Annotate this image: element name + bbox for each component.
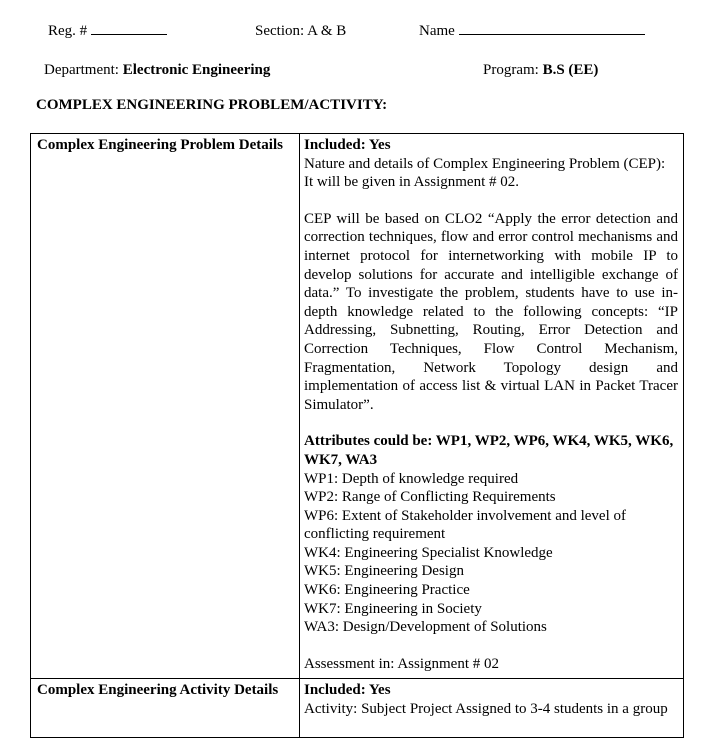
- program-label: Program:: [483, 62, 539, 78]
- row1-details: [304, 136, 678, 673]
- reg-blank-line: [91, 33, 167, 35]
- attribute-item: WA3: Design/Development of Solutions: [304, 619, 547, 636]
- section-field: [255, 23, 346, 40]
- column-divider: [299, 134, 300, 737]
- row1-attributes-heading: Attributes could be: WP1, WP2, WP6, WK4, WK5, WK6, WK7, WA3: [304, 433, 674, 468]
- name-label: Name: [419, 23, 455, 39]
- attribute-item: WP6: Extent of Stakeholder involvement and level of conflicting requirement: [304, 507, 627, 543]
- row1-label: Complex Engineering Problem Details: [37, 137, 283, 153]
- row1-nature: Nature and details of Complex Engineering Problem (CEP): It will be given in Assignment # 02.: [304, 155, 666, 191]
- page-heading: COMPLEX ENGINEERING PROBLEM/ACTIVITY:: [36, 97, 388, 113]
- department-value: Electronic Engineering: [122, 62, 271, 78]
- attribute-item: WK4: Engineering Specialist Knowledge: [304, 544, 553, 561]
- attribute-item: WP2: Range of Conflicting Requirements: [304, 489, 556, 506]
- name-blank-line: [459, 33, 645, 35]
- department-label: Department:: [44, 62, 119, 78]
- row1-cep-paragraph: CEP will be based on CLO2 “Apply the error detection and correction techniques, flow and error control mechanisms and internet protocol for internetworking with mobile IP to develop solutions for accurate and intelligible exchange of data.” To investigate the problem, students have to use in-depth knowledge related to the following concepts: “IP Addressing, Subnetting, Routing, Error Detection and Correction Techniques, Flow Control Mechanism, Fragmentation, Network Topology design and implementation of access list & virtual LAN in Packet Tracer Simulator”.: [304, 210, 678, 413]
- row-divider: [31, 678, 683, 679]
- cep-table: [30, 133, 684, 738]
- row2-label: Complex Engineering Activity Details: [37, 682, 279, 698]
- row2-included: Included: Yes: [304, 682, 391, 698]
- section-label: Section:: [255, 23, 305, 39]
- row1-assessment: Assessment in: Assignment # 02: [304, 655, 500, 672]
- attribute-item: WK6: Engineering Practice: [304, 582, 470, 599]
- row2-activity: Activity: Subject Project Assigned to 3-4 students in a group: [304, 700, 668, 717]
- attribute-item: WK7: Engineering in Society: [304, 600, 482, 617]
- program-field: [483, 62, 598, 79]
- attribute-item: WK5: Engineering Design: [304, 563, 464, 580]
- reg-number-field: [48, 23, 167, 40]
- reg-label: Reg. #: [48, 23, 88, 39]
- row2-details: [304, 681, 678, 718]
- row1-included: Included: Yes: [304, 137, 391, 153]
- name-field: [419, 23, 645, 40]
- program-value: B.S (EE): [542, 62, 599, 78]
- row1-attributes-list: [304, 470, 678, 637]
- department-field: [44, 62, 270, 79]
- section-value: A & B: [307, 23, 347, 39]
- attribute-item: WP1: Depth of knowledge required: [304, 470, 519, 487]
